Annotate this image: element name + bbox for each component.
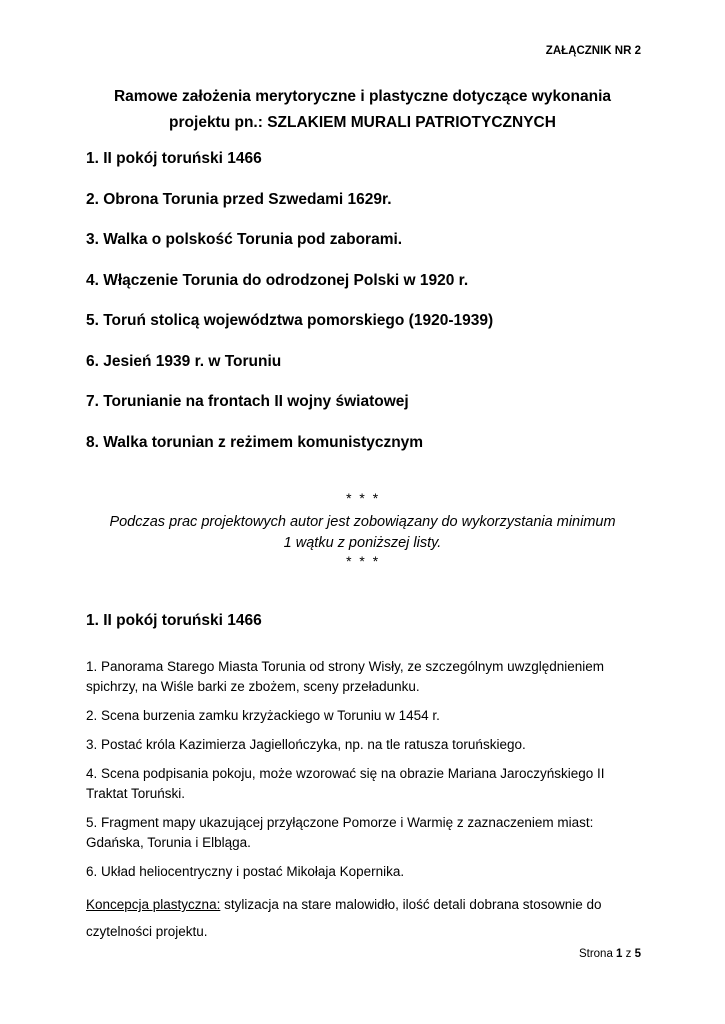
note-line-2: 1 wątku z poniższej listy.: [283, 535, 442, 551]
section-items: [86, 657, 646, 954]
topic-item: 3. Walka o polskość Torunia pod zaborami.: [86, 231, 403, 248]
section-heading: 1. II pokój toruński 1466: [86, 612, 262, 629]
concept-text: stylizacja na stare malowidło, ilość detali dobrana stosownie do czytelności projektu.: [86, 897, 602, 939]
topic-item: 6. Jesień 1939 r. w Toruniu: [86, 352, 282, 370]
concept-label: Koncepcja plastyczna:: [86, 897, 221, 912]
title-line-2: projektu pn.: SZLAKIEM MURALI PATRIOTYCZNYCH: [169, 114, 556, 131]
list-item: 5. Fragment mapy ukazującej przyłączone Pomorze i Warmię z zaznaczeniem miast: Gdańska, Torunia i Elbląga.: [86, 815, 594, 850]
list-item: 3. Postać króla Kazimierza Jagiellończyka, np. na tle ratusza toruńskiego.: [86, 737, 526, 752]
document-title: [0, 84, 725, 136]
concept-paragraph: [86, 891, 646, 945]
list-item: 1. Panorama Starego Miasta Torunia od strony Wisły, ze szczególnym uwzględnieniem spichrzy, na Wiśle barki ze zbożem, sceny przeładunku.: [86, 659, 604, 694]
current-page: 1: [616, 948, 623, 960]
total-pages: 5: [634, 948, 641, 960]
separator-bottom: * * *: [345, 553, 380, 569]
list-item: 2. Scena burzenia zamku krzyżackiego w Toruniu w 1454 r.: [86, 708, 440, 723]
topic-item: 4. Włączenie Torunia do odrodzonej Polski w 1920 r.: [86, 271, 469, 289]
topic-item: 2. Obrona Torunia przed Szwedami 1629r.: [86, 190, 392, 208]
page-prefix: Strona: [578, 948, 617, 960]
topic-item: 5. Toruń stolicą województwa pomorskiego (1920-1939): [86, 312, 494, 329]
list-item: 4. Scena podpisania pokoju, może wzorować się na obrazie Mariana Jaroczyńskiego II Traktat Toruński.: [86, 766, 605, 801]
topic-list: [86, 150, 493, 474]
topic-item: 1. II pokój toruński 1466: [86, 150, 262, 167]
page-number: [579, 948, 641, 960]
page-mid: z: [622, 948, 635, 960]
title-line-1: Ramowe założenia merytoryczne i plastyczne dotyczące wykonania: [113, 88, 612, 105]
topic-item: 8. Walka torunian z reżimem komunistycznym: [86, 433, 424, 451]
list-item: 6. Układ heliocentryczny i postać Mikołaja Kopernika.: [86, 864, 405, 879]
instruction-note: [0, 512, 725, 554]
separator-top: * * *: [345, 490, 380, 506]
annex-label: ZAŁĄCZNIK NR 2: [545, 45, 641, 57]
topic-item: 7. Torunianie na frontach II wojny światowej: [86, 393, 409, 410]
note-line-1: Podczas prac projektowych autor jest zobowiązany do wykorzystania minimum: [109, 514, 616, 530]
